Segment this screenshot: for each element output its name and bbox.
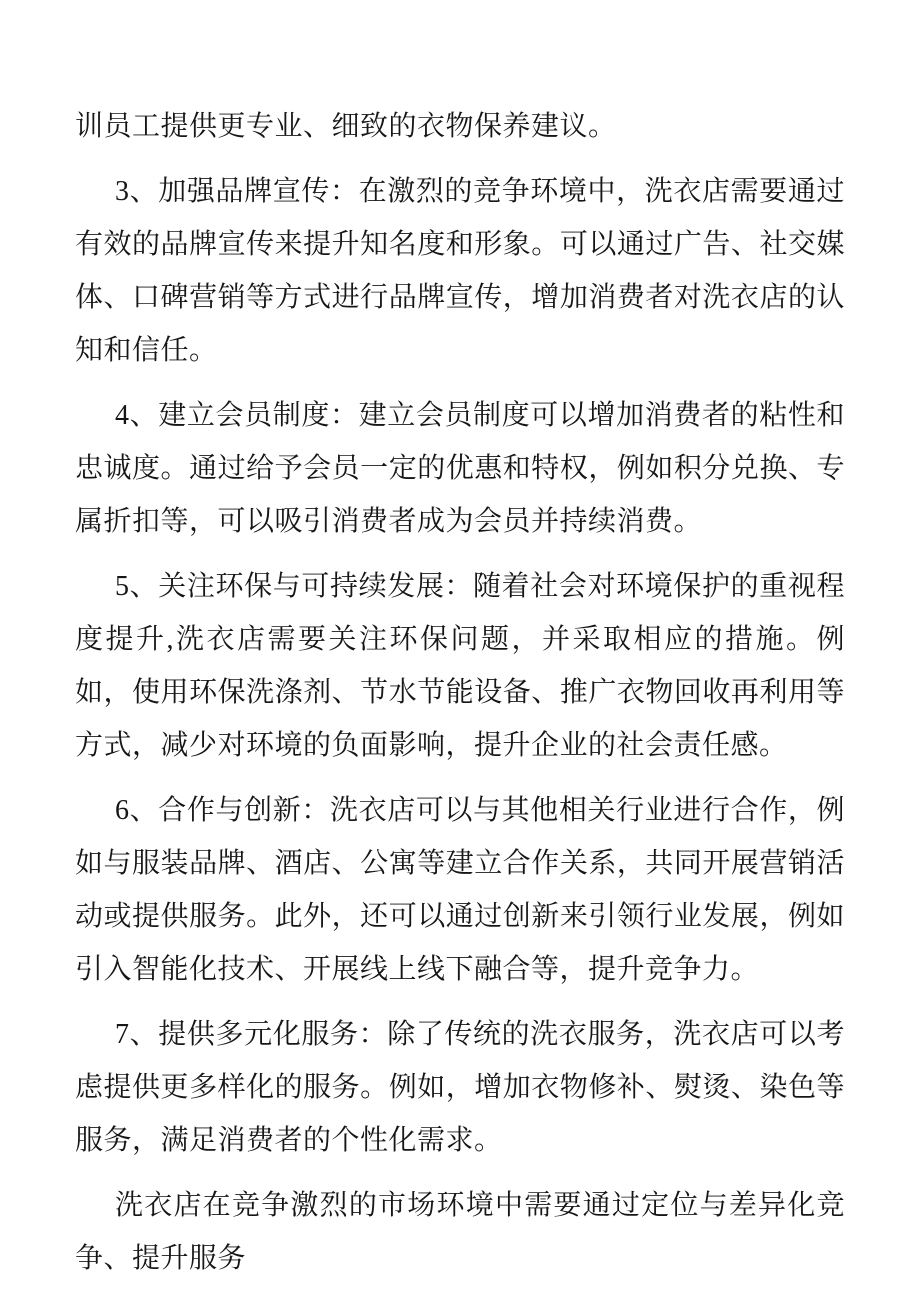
paragraph-continuation: 训员工提供更专业、细致的衣物保养建议。 [75, 111, 617, 142]
paragraph-item-7: 7、提供多元化服务：除了传统的洗衣服务，洗衣店可以考虑提供更多样化的服务。例如，增加衣物修补、熨烫、染色等服务，满足消费者的个性化需求。 [75, 1019, 845, 1156]
paragraph-item-3: 3、加强品牌宣传：在激烈的竞争环境中，洗衣店需要通过有效的品牌宣传来提升知名度和形象。可以通过广告、社交媒体、口碑营销等方式进行品牌宣传，增加消费者对洗衣店的认知和信任。 [75, 176, 845, 366]
paragraph-item-4: 4、建立会员制度：建立会员制度可以增加消费者的粘性和忠诚度。通过给予会员一定的优惠和特权，例如积分兑换、专属折扣等，可以吸引消费者成为会员并持续消费。 [75, 400, 845, 537]
paragraph-closing-partial: 洗衣店在竞争激烈的市场环境中需要通过定位与差异化竞争、提升服务 [75, 1190, 845, 1274]
paragraph-item-6: 6、合作与创新：洗衣店可以与其他相关行业进行合作，例如与服装品牌、酒店、公寓等建立合作关系，共同开展营销活动或提供服务。此外，还可以通过创新来引领行业发展，例如引入智能化技术、开展线上线下融合等，提升竞争力。 [75, 795, 845, 985]
paragraph-item-5: 5、关注环保与可持续发展：随着社会对环境保护的重视程度提升,洗衣店需要关注环保问题，并采取相应的措施。例如，使用环保洗涤剂、节水节能设备、推广衣物回收再利用等方式，减少对环境的负面影响，提升企业的社会责任感。 [75, 571, 845, 761]
